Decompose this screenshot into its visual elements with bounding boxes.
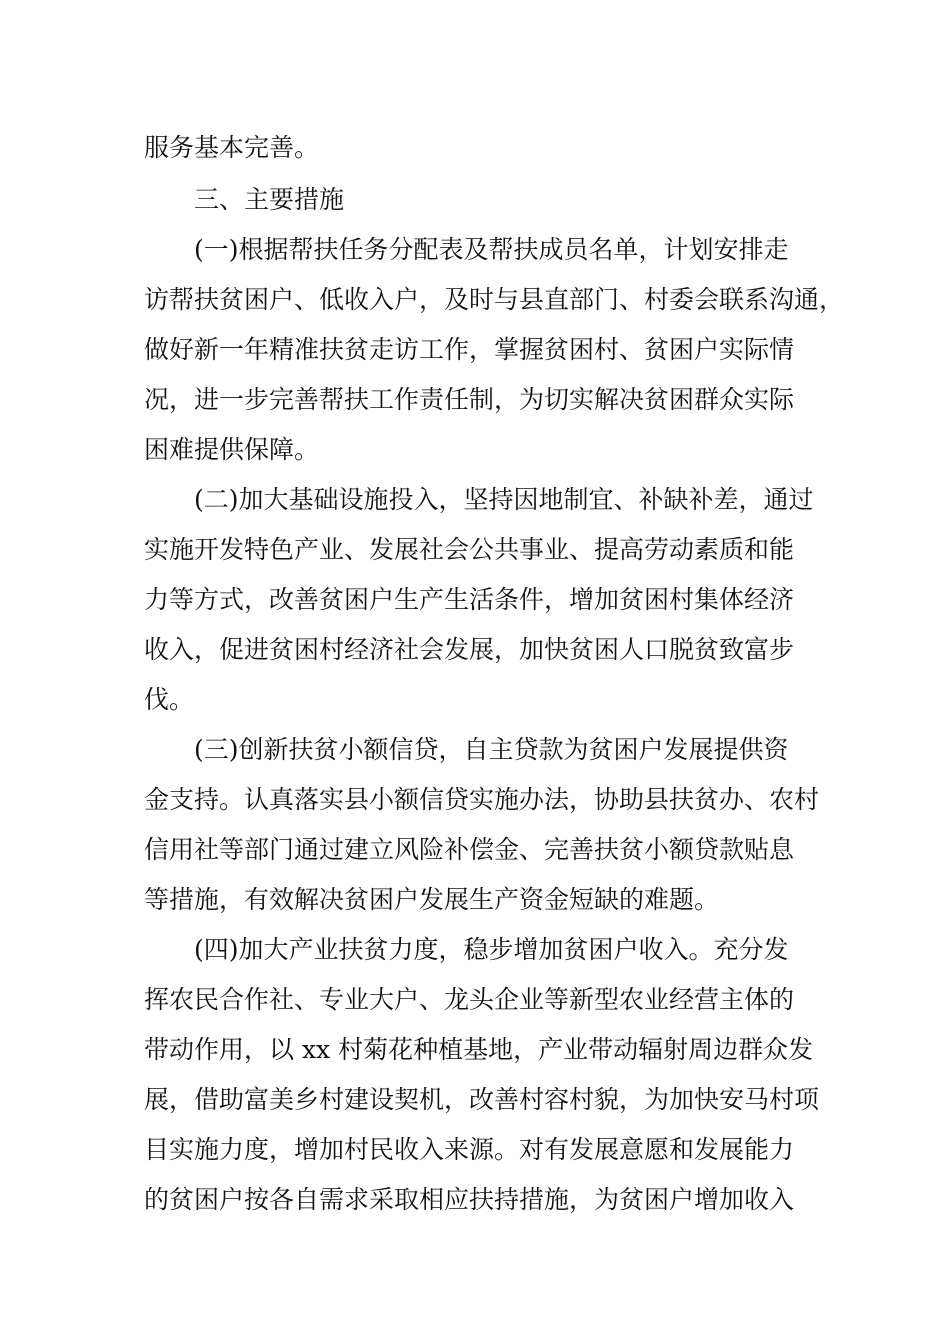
text-line: 等措施，有效解决贫困户发展生产资金短缺的难题。 bbox=[144, 885, 720, 914]
text-line: 困难提供保障。 bbox=[144, 435, 320, 464]
text-line: 目实施力度，增加村民收入来源。对有发展意愿和发展能力 bbox=[144, 1135, 795, 1164]
text-line: (一)根据帮扶任务分配表及帮扶成员名单，计划安排走 bbox=[194, 235, 789, 264]
text-line: 信用社等部门通过建立风险补偿金、完善扶贫小额贷款贴息 bbox=[144, 835, 795, 864]
text-line: 带动作用，以 xx 村菊花种植基地，产业带动辐射周边群众发 bbox=[144, 1035, 814, 1064]
text-line: (二)加大基础设施投入，坚持因地制宜、补缺补差，通过 bbox=[194, 485, 814, 514]
text-line: (三)创新扶贫小额信贷，自主贷款为贫困户发展提供资 bbox=[194, 735, 789, 764]
text-line: 实施开发特色产业、发展社会公共事业、提高劳动素质和能 bbox=[144, 535, 795, 564]
text-line: 况，进一步完善帮扶工作责任制，为切实解决贫困群众实际 bbox=[144, 385, 795, 414]
text-line: 金支持。认真落实县小额信贷实施办法，协助县扶贫办、农村 bbox=[144, 785, 820, 814]
text-line: 的贫困户按各自需求采取相应扶持措施，为贫困户增加收入 bbox=[144, 1185, 795, 1214]
text-line: 展，借助富美乡村建设契机，改善村容村貌，为加快安马村项 bbox=[144, 1085, 820, 1114]
text-line: 做好新一年精准扶贫走访工作，掌握贫困村、贫困户实际情 bbox=[144, 335, 795, 364]
text-line: (四)加大产业扶贫力度，稳步增加贫困户收入。充分发 bbox=[194, 935, 789, 964]
text-line: 访帮扶贫困户、低收入户，及时与县直部门、村委会联系沟通， bbox=[144, 285, 845, 314]
text-line: 收入，促进贫困村经济社会发展，加快贫困人口脱贫致富步 bbox=[144, 635, 795, 664]
text-line: 服务基本完善。 bbox=[144, 133, 320, 162]
section-heading: 三、主要措施 bbox=[194, 185, 345, 214]
text-line: 挥农民合作社、专业大户、龙头企业等新型农业经营主体的 bbox=[144, 985, 795, 1014]
text-line: 伐。 bbox=[144, 685, 195, 714]
text-line: 力等方式，改善贫困户生产生活条件，增加贫困村集体经济 bbox=[144, 585, 795, 614]
